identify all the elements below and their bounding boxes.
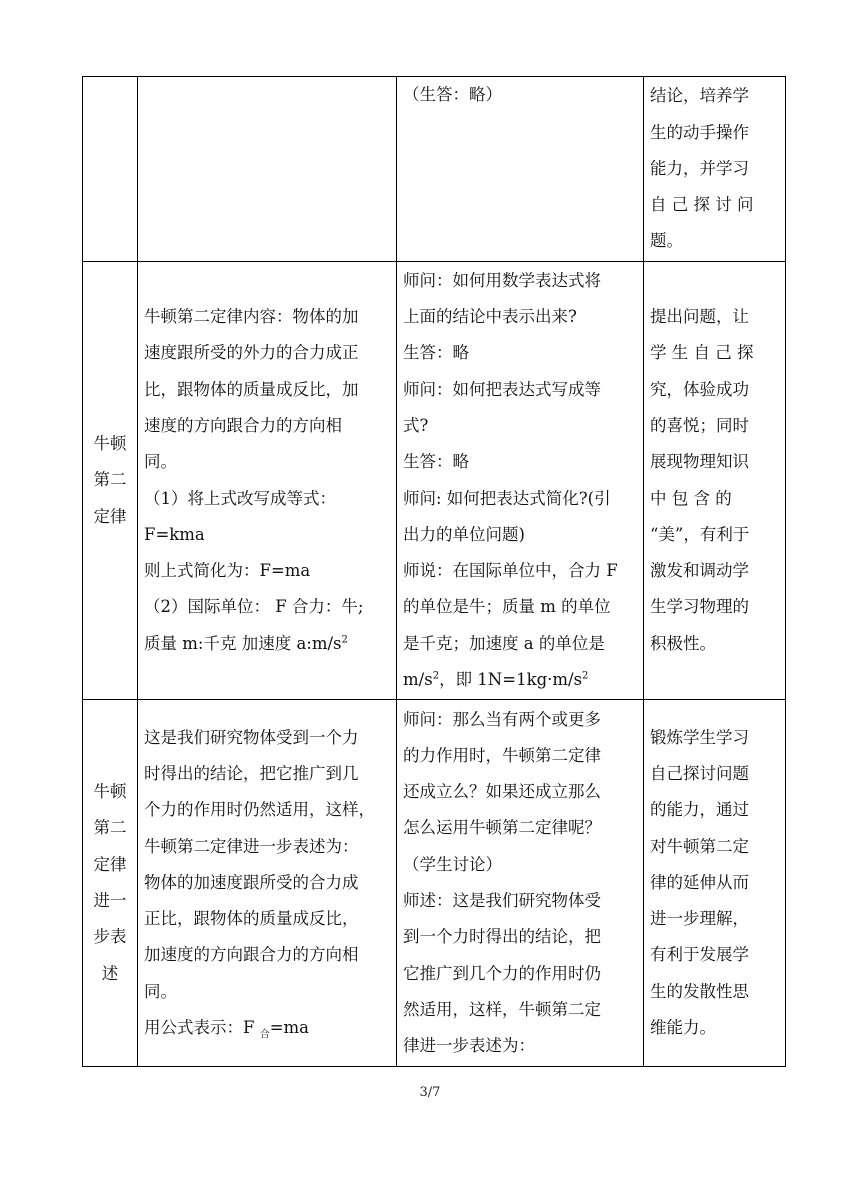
table-row <box>83 262 786 700</box>
dialogue-line-units <box>403 662 637 698</box>
intent-cell <box>644 700 786 1067</box>
dialogue-cell <box>397 262 644 700</box>
dialogue-cell <box>397 77 644 262</box>
intent-line: 自己探讨问题 <box>650 763 749 783</box>
units-text: 质量 m:千克 加速度 a:m/s <box>144 633 342 653</box>
intent-line: 对牛顿第二定 <box>650 836 749 856</box>
table-row <box>83 77 786 262</box>
content-line: 物体的加速度跟所受的合力成 <box>144 872 359 892</box>
intent-line: 提出问题，让 <box>650 307 749 327</box>
intent-line: 能力，并学习 <box>650 158 749 178</box>
topic-line: 第二 <box>93 818 127 838</box>
intent-line: 的喜悦；同时 <box>650 415 749 435</box>
intent-line: 题。 <box>650 231 683 251</box>
intent-line: 的能力，通过 <box>650 800 749 820</box>
unit-b: ，即 1N=1kg·m/s <box>439 669 583 689</box>
content-line: 同。 <box>144 452 177 472</box>
topic-line: 步表 <box>93 927 127 947</box>
content-line-units <box>144 626 390 662</box>
intent-line: 生学习物理的 <box>650 597 749 617</box>
content-line: （2）国际单位： F 合力：牛; <box>144 597 364 617</box>
content-line: 个力的作用时仍然适用，这样， <box>144 800 375 820</box>
intent-line: 律的延伸从而 <box>650 872 749 892</box>
unit-a: m/s <box>403 669 433 689</box>
page-number: 3/7 <box>419 1085 441 1100</box>
intent-line: 积极性。 <box>650 633 716 653</box>
dialogue-line: 出力的单位问题) <box>403 524 525 544</box>
topic-cell <box>83 262 138 700</box>
dialogue-line: 的单位是牛；质量 m 的单位 <box>403 597 611 617</box>
topic-line: 牛顿 <box>93 782 127 802</box>
dialogue-line: 生答：略 <box>403 343 469 363</box>
intent-cell <box>644 262 786 700</box>
content-line: F=kma <box>144 524 205 544</box>
content-line: 牛顿第二定律进一步表述为： <box>144 836 359 856</box>
dialogue-line: 师说：在国际单位中，合力 F <box>403 561 618 581</box>
intent-line: 生的发散性思 <box>650 981 749 1001</box>
content-line: 则上式简化为：F=ma <box>144 561 311 581</box>
topic-line: 牛顿 <box>93 434 127 454</box>
intent-line: 进一步理解， <box>650 909 749 929</box>
superscript: 2 <box>582 670 589 682</box>
dialogue-line: 式? <box>403 415 429 435</box>
topic-line: 定律 <box>93 506 127 526</box>
dialogue-line: （学生讨论） <box>403 854 502 874</box>
content-line: 时得出的结论，把它推广到几 <box>144 763 359 783</box>
intent-cell <box>644 77 786 262</box>
dialogue-line: 师问：如何把表达式写成等 <box>403 379 601 399</box>
formula-prefix: 用公式表示：F <box>144 1018 260 1038</box>
formula-suffix: =ma <box>269 1018 310 1038</box>
dialogue-cell <box>397 700 644 1067</box>
topic-line: 进一 <box>93 891 127 910</box>
intent-line: 学 生 自 己 探 <box>650 343 754 363</box>
topic-cell <box>83 700 138 1067</box>
topic-line: 述 <box>101 963 119 983</box>
subscript: 合 <box>259 1029 270 1041</box>
intent-line: 展现物理知识 <box>650 452 749 472</box>
dialogue-line: 律进一步表述为： <box>403 1036 535 1056</box>
content-line: （1）将上式改写成等式： <box>144 488 336 508</box>
dialogue-line: 是千克；加速度 a 的单位是 <box>403 633 605 653</box>
dialogue-line: 怎么运用牛顿第二定律呢？ <box>403 818 601 838</box>
content-cell <box>138 77 397 262</box>
dialogue-line: 到一个力时得出的结论，把 <box>403 927 601 947</box>
intent-line: 中 包 含 的 <box>650 488 732 508</box>
intent-line: 生的动手操作 <box>650 122 749 142</box>
content-line: 这是我们研究物体受到一个力 <box>144 727 359 747</box>
dialogue-line: （生答：略） <box>403 85 502 104</box>
dialogue-line: 上面的结论中表示出来? <box>403 307 577 327</box>
dialogue-line: 的力作用时，牛顿第二定律 <box>403 745 601 765</box>
intent-line: 激发和调动学 <box>650 561 749 581</box>
dialogue-line: 师问: 如何把表达式简化?(引 <box>403 488 611 508</box>
content-line: 同。 <box>144 981 177 1001</box>
topic-line: 第二 <box>93 470 127 490</box>
intent-line: 维能力。 <box>650 1018 716 1038</box>
content-cell <box>138 262 397 700</box>
content-line: 牛顿第二定律内容：物体的加 <box>144 307 359 327</box>
superscript: 2 <box>432 670 440 682</box>
intent-line: 自 己 探 讨 问 <box>650 195 754 215</box>
dialogue-line: 师问：那么当有两个或更多 <box>403 709 601 729</box>
content-line: 加速度的方向跟合力的方向相 <box>144 945 359 965</box>
intent-line: “美”，有利于 <box>650 524 750 544</box>
table-row <box>83 700 786 1067</box>
content-line: 正比，跟物体的质量成反比， <box>144 909 359 929</box>
content-line: 比，跟物体的质量成反比，加 <box>144 379 359 399</box>
dialogue-line: 生答：略 <box>403 452 469 472</box>
dialogue-line: 然适用，这样，牛顿第二定 <box>403 999 601 1019</box>
content-line: 速度的方向跟合力的方向相 <box>144 415 342 435</box>
intent-line: 锻炼学生学习 <box>650 727 749 747</box>
topic-line: 定律 <box>93 854 127 874</box>
intent-line: 究，体验成功 <box>650 379 749 399</box>
formula-line <box>144 1010 390 1046</box>
dialogue-line: 师问：如何用数学表达式将 <box>403 270 601 290</box>
dialogue-line: 还成立么？如果还成立那么 <box>403 782 601 802</box>
intent-line: 结论，培养学 <box>650 86 749 106</box>
superscript: 2 <box>341 634 348 646</box>
lesson-plan-table <box>82 76 786 1067</box>
dialogue-line: 它推广到几个力的作用时仍 <box>403 963 601 983</box>
content-cell <box>138 700 397 1067</box>
intent-line: 有利于发展学 <box>650 945 749 965</box>
dialogue-line: 师述：这是我们研究物体受 <box>403 891 601 910</box>
topic-cell <box>83 77 138 262</box>
content-line: 速度跟所受的外力的合力成正 <box>144 343 359 363</box>
